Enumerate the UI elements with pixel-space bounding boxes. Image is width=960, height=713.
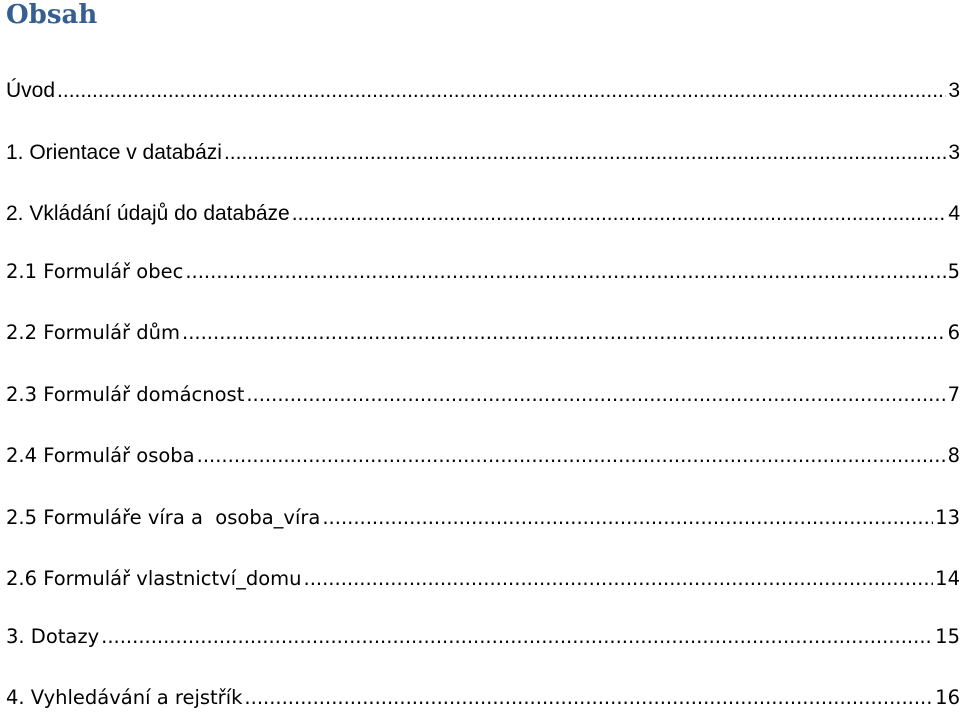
- dot-leader: [292, 199, 947, 229]
- toc-page-number: 5: [947, 260, 960, 283]
- toc-page-number: 3: [948, 79, 960, 102]
- dot-leader: [322, 503, 933, 533]
- toc-entry-text: Úvod: [6, 79, 56, 102]
- toc-entry-text: 2.1 Formulář obec: [6, 260, 184, 283]
- toc-entry-formular-osoba[interactable]: [6, 441, 960, 471]
- toc-entry-text: 2. Vkládání údajů do databáze: [6, 202, 290, 225]
- toc-page-number: 14: [935, 567, 960, 590]
- toc-entry-text: 4. Vyhledávání a rejstřík: [6, 686, 243, 709]
- toc-entry-uvod[interactable]: [6, 76, 960, 106]
- toc-page-number: 7: [947, 383, 960, 406]
- toc-entry-text: 3. Dotazy: [6, 625, 100, 648]
- toc-page-number: 6: [947, 321, 960, 344]
- dot-leader: [101, 622, 933, 652]
- toc-page-number: 3: [948, 141, 960, 164]
- toc-page-number: 4: [948, 202, 960, 225]
- toc-entry-text: 1. Orientace v databázi: [6, 141, 222, 164]
- toc-entry-formular-vlastnictvi[interactable]: [6, 564, 960, 594]
- dot-leader: [185, 257, 945, 287]
- toc-entry-text: 2.4 Formulář osoba: [6, 444, 195, 467]
- toc-entry-text: 2.2 Formulář dům: [6, 321, 181, 344]
- toc-page-number: 16: [935, 686, 960, 709]
- toc-page-number: 13: [935, 506, 960, 529]
- dot-leader: [57, 76, 946, 106]
- toc-entry-formular-dum[interactable]: [6, 318, 960, 348]
- dot-leader: [224, 138, 946, 168]
- toc-entry-text: 2.3 Formulář domácnost: [6, 383, 245, 406]
- toc-entry-formular-obec[interactable]: [6, 257, 960, 287]
- dot-leader: [246, 380, 945, 410]
- toc-entry-text: 2.5 Formuláře víra a osoba_víra: [6, 506, 321, 529]
- toc-page-number: 15: [935, 625, 960, 648]
- toc-entry-orientace[interactable]: [6, 138, 960, 168]
- toc-entry-dotazy[interactable]: [6, 622, 960, 652]
- toc-entry-formular-domacnost[interactable]: [6, 380, 960, 410]
- dot-leader: [182, 318, 946, 348]
- toc-entry-vkladani[interactable]: [6, 199, 960, 229]
- toc-entry-text: 2.6 Formulář vlastnictví_domu: [6, 567, 302, 590]
- toc-page-number: 8: [947, 444, 960, 467]
- dot-leader: [197, 441, 946, 471]
- toc-title: Obsah: [6, 0, 98, 30]
- dot-leader: [244, 683, 933, 713]
- toc-entry-formulare-vira[interactable]: [6, 503, 960, 533]
- dot-leader: [304, 564, 934, 594]
- toc-entry-vyhledavani[interactable]: [6, 683, 960, 713]
